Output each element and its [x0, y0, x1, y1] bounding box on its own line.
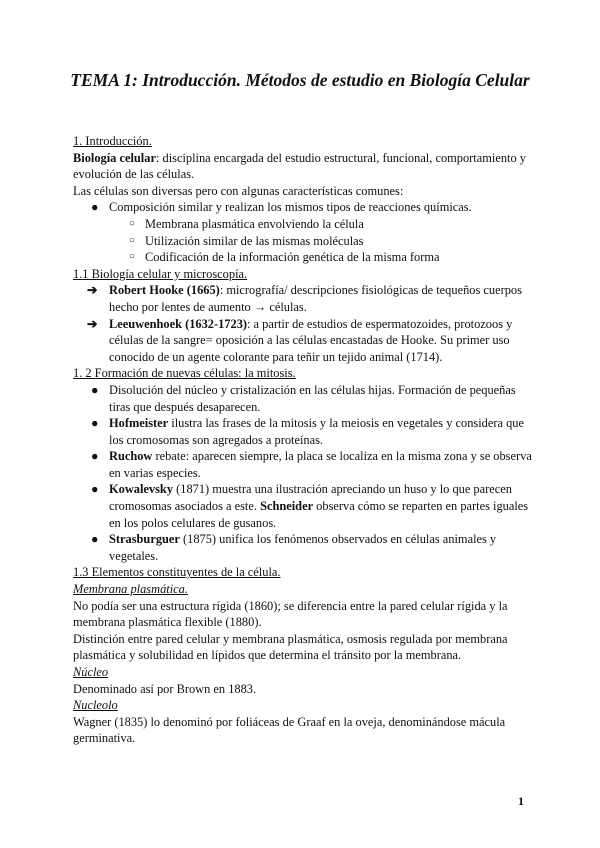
- membrane-subheading: Membrana plasmática.: [73, 582, 188, 597]
- section-1-3-heading: 1.3 Elementos constituyentes de la célula.: [73, 565, 281, 580]
- definition-paragraph: [73, 150, 535, 183]
- list-item-term: Schneider: [260, 499, 314, 514]
- nucleus-subheading: Núcleo: [73, 665, 109, 679]
- list-item: [73, 199, 535, 216]
- list-item-term: Leeuwenhoek (1632-1723): [109, 316, 248, 331]
- circle-bullet-icon: ○: [129, 251, 136, 263]
- bullet-icon: ●: [91, 449, 99, 464]
- arrow-list: [73, 282, 535, 365]
- sub-list-item: [73, 216, 535, 233]
- list-item-term: Ruchow: [109, 449, 153, 464]
- nucleolus-paragraph: Wagner (1835) lo denominó por foliáceas de Graaf en la oveja, denominándose mácula germinativa.: [73, 714, 506, 746]
- list-item-text: rebate: aparecen siempre, la placa se localiza en la misma zona y se observa en varias especies.: [109, 449, 532, 480]
- page-number: 1: [518, 794, 524, 808]
- list-item-text: : a partir de estudios de espermatozoides, protozoos y células de la sangre= oposición a las células encastadas de Hooke. Su primer uso conocido de un agente colorante para teñir un tejido animal (1714).: [109, 316, 513, 364]
- bullet-icon: ●: [91, 416, 99, 431]
- bullet-list: [73, 199, 535, 265]
- list-item-term: Strasburguer: [109, 532, 180, 547]
- arrow-icon: ➔: [87, 283, 98, 298]
- list-item: [73, 531, 535, 564]
- list-item-text: Disolución del núcleo y cristalización en las células hijas. Formación de pequeñas tiras que después desaparecen.: [109, 382, 516, 414]
- list-item-text: (1871) muestra una ilustración apreciando un huso y lo que parecen cromosomas asociados a este.: [109, 482, 512, 514]
- list-item-term: Robert Hooke (1665): [109, 283, 220, 298]
- circle-bullet-icon: ○: [129, 234, 136, 246]
- list-item-text: (1875) unifica los fenómenos observados en células animales y vegetales.: [109, 532, 497, 563]
- bullet-list: [73, 382, 535, 565]
- section-1-heading: 1. Introducción.: [73, 134, 152, 148]
- list-item-text: ilustra las frases de la mitosis y la meiosis en vegetales y considera que los cromosomas son agregados a proteínas.: [109, 416, 524, 447]
- nucleus-paragraph: Denominado así por Brown en 1883.: [73, 681, 257, 696]
- sub-list-item: [73, 249, 535, 266]
- list-item: [73, 415, 535, 448]
- section-1-1-heading: 1.1 Biología celular y microscopía.: [73, 266, 248, 281]
- list-item-text: : micrografía/ descripciones fisiológicas de tequeños cuerpos hecho por lentes de aumento → células.: [109, 283, 522, 314]
- definition-term: Biología celular: [73, 150, 156, 165]
- bullet-icon: ●: [91, 482, 99, 497]
- bullet-icon: ●: [91, 200, 99, 215]
- intro-paragraph: Las células son diversas pero con algunas características comunes:: [73, 183, 404, 198]
- membrane-paragraph: No podía ser una estructura rígida (1860); se diferencia entre la pared celular rígida y la membrana plasmática flexible (1880).: [73, 598, 508, 630]
- bullet-icon: ●: [91, 532, 99, 547]
- sub-list-item: [73, 233, 535, 250]
- definition-text: : disciplina encargada del estudio estructural, funcional, comportamiento y evolución de las células.: [73, 150, 526, 182]
- list-item-text: observa cómo se reparten en partes iguales en los polos celulares de gusanos.: [109, 499, 529, 530]
- arrow-icon: ➔: [87, 316, 98, 331]
- list-item-text: Composición similar y realizan los mismos tipos de reacciones químicas.: [109, 200, 472, 215]
- arrow-list-item: [73, 282, 535, 315]
- circle-bullet-icon: ○: [129, 217, 136, 229]
- list-item-term: Kowalevsky: [109, 482, 174, 497]
- sub-list-item-text: Membrana plasmática envolviendo la célula: [145, 216, 364, 231]
- membrane-paragraph: Distinción entre pared celular y membrana plasmática, osmosis regulada por membrana plasmática y solubilidad en lípidos que determina el tránsito por la membrana.: [73, 631, 508, 663]
- document-title: TEMA 1: Introducción. Métodos de estudio en Biología Celular: [70, 70, 530, 90]
- sub-list-item-text: Utilización similar de las mismas moléculas: [145, 233, 364, 248]
- list-item: [73, 448, 535, 481]
- arrow-list-item: [73, 316, 535, 366]
- bullet-icon: ●: [91, 382, 99, 397]
- list-item-term: Hofmeister: [109, 416, 169, 431]
- document-body: [73, 133, 535, 747]
- list-item: [73, 382, 535, 415]
- nucleolus-subheading: Nucleolo: [73, 698, 118, 713]
- list-item: [73, 481, 535, 531]
- sub-list-item-text: Codificación de la información genética de la misma forma: [145, 250, 440, 265]
- section-1-2-heading: 1. 2 Formación de nuevas células: la mitosis.: [73, 366, 296, 381]
